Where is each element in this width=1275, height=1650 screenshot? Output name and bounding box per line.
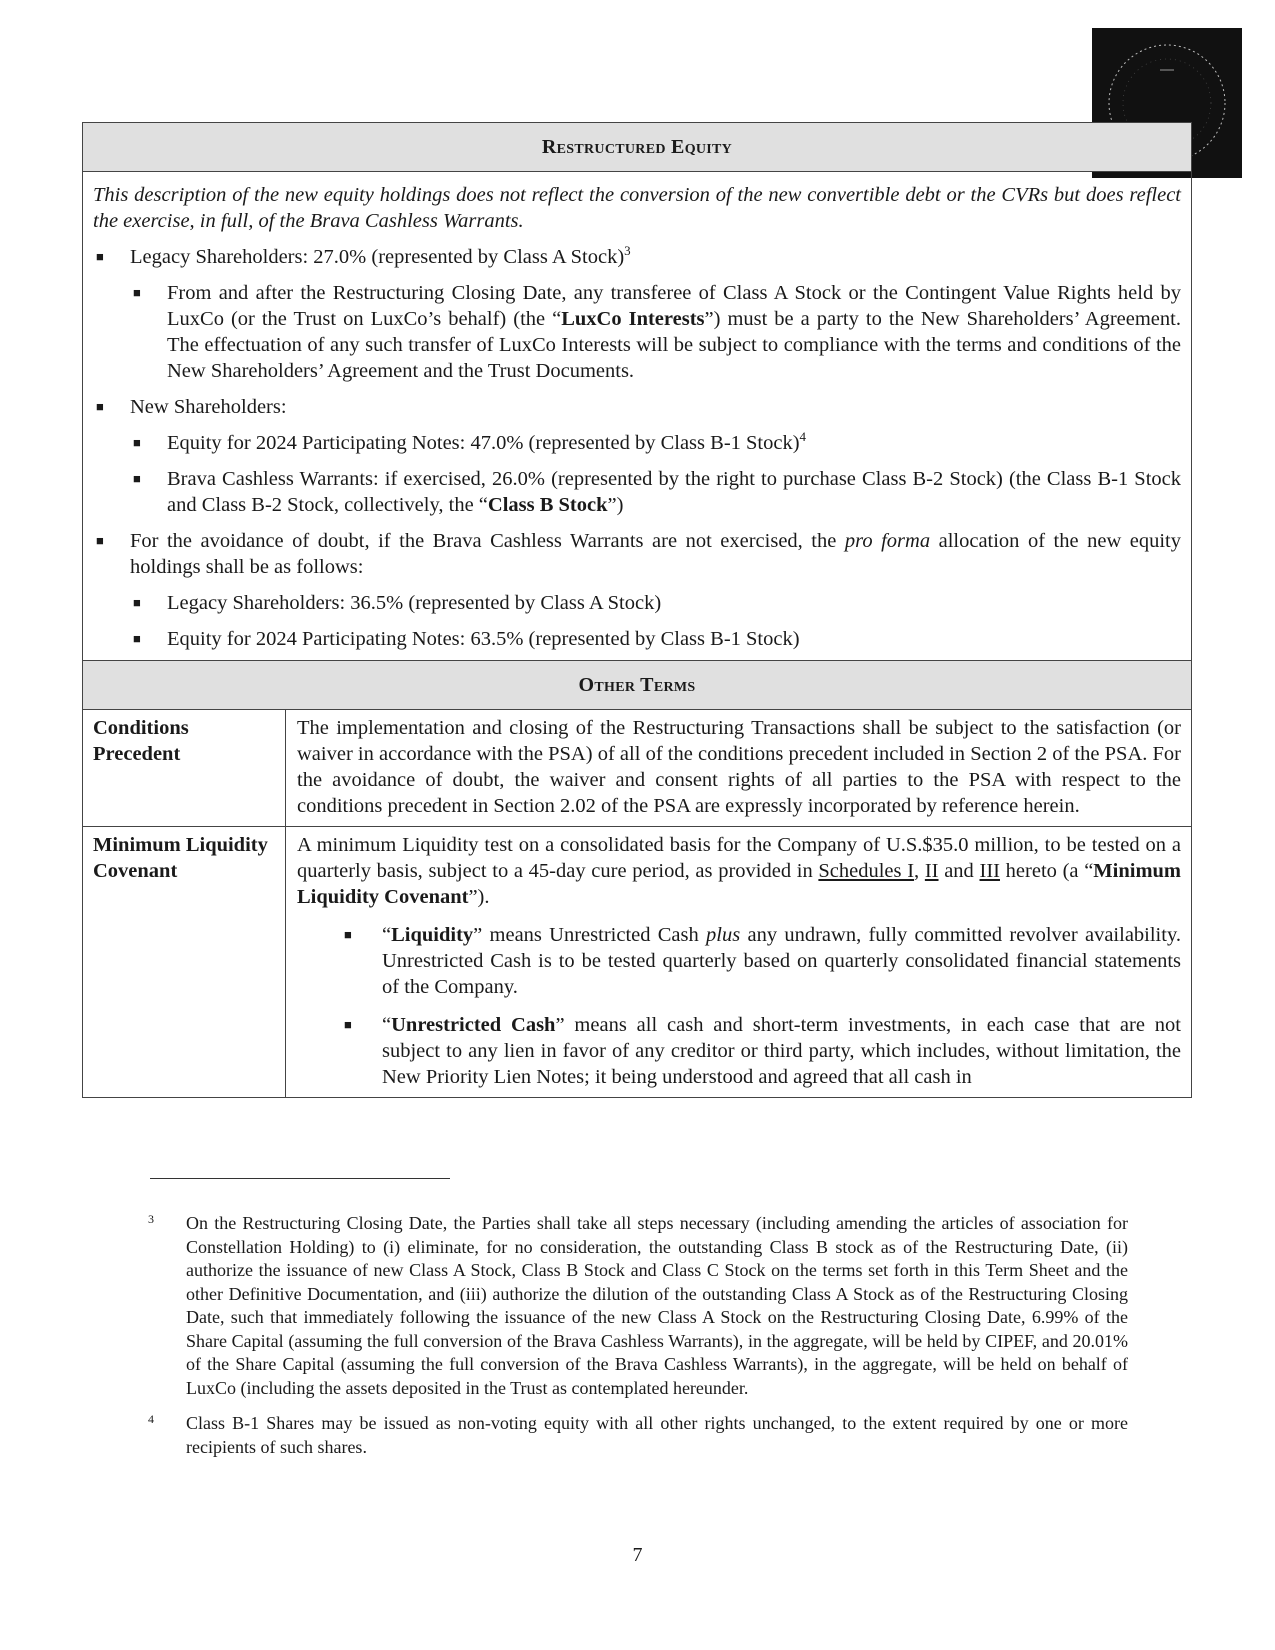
- bullet-icon: ■: [133, 435, 141, 450]
- bullet-icon: ■: [133, 471, 141, 486]
- bullet-icon: ■: [96, 533, 104, 548]
- bullet-icon: ■: [133, 631, 141, 646]
- conditions-precedent-row: [83, 710, 1191, 826]
- minimum-liquidity-label: Minimum Liquidity Covenant: [83, 827, 286, 1097]
- footnote-4: 4 Class B-1 Shares may be issued as non-voting equity with all other rights unchanged, to the extent required by one or more recipients of such shares.: [148, 1412, 1128, 1457]
- legacy-shareholders-item: ■ Legacy Shareholders: 27.0% (represented by Class A Stock)$^3$ ■ From and after the Restructuring Closing Date, any transferee of Class A Stock or the Contingent Value Rights held by LuxCo (or the Trust on LuxCo’s behalf) (the “LuxCo Interests”) must be a party to the New Shareholders’ Agreement. The effectuation of any such transfer of LuxCo Interests will be subject to compliance with the terms and conditions of the New Shareholders’ Agreement and the Trust Documents.: [96, 243, 1181, 382]
- footnote-separator: [150, 1178, 450, 1179]
- equity-intro: This description of the new equity holdings does not reflect the conversion of the new convertible debt or the CVRs but does reflect the exercise, in full, of the Brava Cashless Warrants.: [93, 184, 1181, 232]
- brava-warrants-item: ■ Brava Cashless Warrants: if exercised, 26.0% (represented by the right to purchase Class B-2 Stock) (the Class B-1 Stock and Class B-2 Stock, collectively, the “Class B Stock”): [133, 468, 1181, 516]
- schedule-link[interactable]: III: [979, 860, 1000, 882]
- footnote-ref-3: 3: [624, 243, 631, 259]
- minimum-liquidity-content: [286, 827, 1191, 1097]
- conditions-precedent-text: The implementation and closing of the Restructuring Transactions shall be subject to the satisfaction (or waiver in accordance with the PSA) of all of the conditions precedent included in Section 2 of the PSA. For the avoidance of doubt, the waiver and consent rights of all parties to the PSA with respect to the conditions precedent in Section 2.02 of the PSA are expressly incorporated by reference herein.: [297, 717, 1181, 817]
- liquidity-definition-item: ■ “Liquidity” means Unrestricted Cash plus any undrawn, fully committed revolver availability. Unrestricted Cash is to be tested quarterly based on quarterly consolidated financial statements of the Company.: [344, 924, 1181, 998]
- bullet-icon: ■: [133, 595, 141, 610]
- pro-forma-equity-item: ■ Equity for 2024 Participating Notes: 63.5% (represented by Class B-1 Stock): [133, 628, 800, 650]
- luxco-interests-item: ■ From and after the Restructuring Closing Date, any transferee of Class A Stock or the Contingent Value Rights held by LuxCo (or the Trust on LuxCo’s behalf) (the “LuxCo Interests”) must be a party to the New Shareholders’ Agreement. The effectuation of any such transfer of LuxCo Interests will be subject to compliance with the terms and conditions of the New Shareholders’ Agreement and the Trust Documents.: [133, 282, 1181, 382]
- footnote-ref-4: 4: [799, 429, 807, 445]
- bullet-icon: ■: [344, 927, 352, 942]
- schedule-link[interactable]: II: [924, 860, 939, 882]
- other-terms-header: Other Terms: [83, 660, 1191, 710]
- bullet-icon: ■: [133, 285, 141, 300]
- bullet-icon: ■: [96, 249, 104, 264]
- conditions-precedent-label: Conditions Precedent: [83, 710, 286, 826]
- avoidance-of-doubt-item: ■ For the avoidance of doubt, if the Brava Cashless Warrants are not exercised, the pro forma allocation of the new equity holdings shall be as follows: ■ Legacy Shareholders: 36.5% (represented by Class A Stock) ■ Equity for 2024 Participating Notes: 63.5% (represented by Class B-1 Stock): [96, 530, 1182, 650]
- restructured-equity-section: [83, 172, 1191, 660]
- schedule-link[interactable]: Schedules I: [818, 860, 915, 882]
- equity-participating-notes-item: ■ Equity for 2024 Participating Notes: 47.0% (represented by Class B-1 Stock)$^4$: [133, 429, 807, 454]
- new-shareholders-item: ■ New Shareholders: ■ Equity for 2024 Participating Notes: 47.0% (represented by Class B-1 Stock)$^4$ ■ Brava Cashless Warrants: if exercised, 26.0% (represented by the right to purchase Class B-2 Stock) (the Class B-1 Stock and Class B-2 Stock, collectively, the “Class B Stock”): [96, 396, 1181, 516]
- minimum-liquidity-text: A minimum Liquidity test on a consolidated basis for the Company of U.S.$35.0 million, to be tested on a quarterly basis, subject to a 45-day cure period, as provided in Schedules I, II and III hereto (a “Minimum Liquidity Covenant”).: [297, 834, 1181, 908]
- restructured-equity-header: Restructured Equity: [83, 123, 1191, 172]
- bullet-icon: ■: [344, 1017, 352, 1032]
- bullet-icon: ■: [96, 399, 104, 414]
- pro-forma-legacy-item: ■ Legacy Shareholders: 36.5% (represented by Class A Stock): [133, 592, 662, 614]
- footnotes: [148, 1212, 1128, 1471]
- minimum-liquidity-row: [83, 826, 1191, 1097]
- term-sheet-table: [82, 122, 1192, 1098]
- footnote-3: 3 On the Restructuring Closing Date, the Parties shall take all steps necessary (including amending the articles of association for Constellation Holding) to (i) eliminate, for no consideration, the outstanding Class B stock as of the Restructuring Date, (ii) authorize the issuance of new Class A Stock, Class B Stock and Class C Stock on the terms set forth in this Term Sheet and the other Definitive Documentation, and (iii) authorize the dilution of the outstanding Class A Stock as of the Restructuring Closing Date, such that immediately following the issuance of the new Class A Stock on the Restructuring Closing Date, 6.99% of the Share Capital (assuming the full conversion of the Brava Cashless Warrants), in the aggregate, will be held by CIPEF, and 20.01% of the Share Capital (assuming the full conversion of the Brava Cashless Warrants), in the aggregate, will be held on behalf of LuxCo (including the assets deposited in the Trust as contemplated hereunder.: [148, 1212, 1128, 1398]
- unrestricted-cash-item: ■ “Unrestricted Cash” means all cash and short-term investments, in each case that are not subject to any lien in favor of any creditor or third party, which includes, without limitation, the New Priority Lien Notes; it being understood and agreed that all cash in: [344, 1014, 1181, 1088]
- page-number: 7: [632, 1544, 643, 1566]
